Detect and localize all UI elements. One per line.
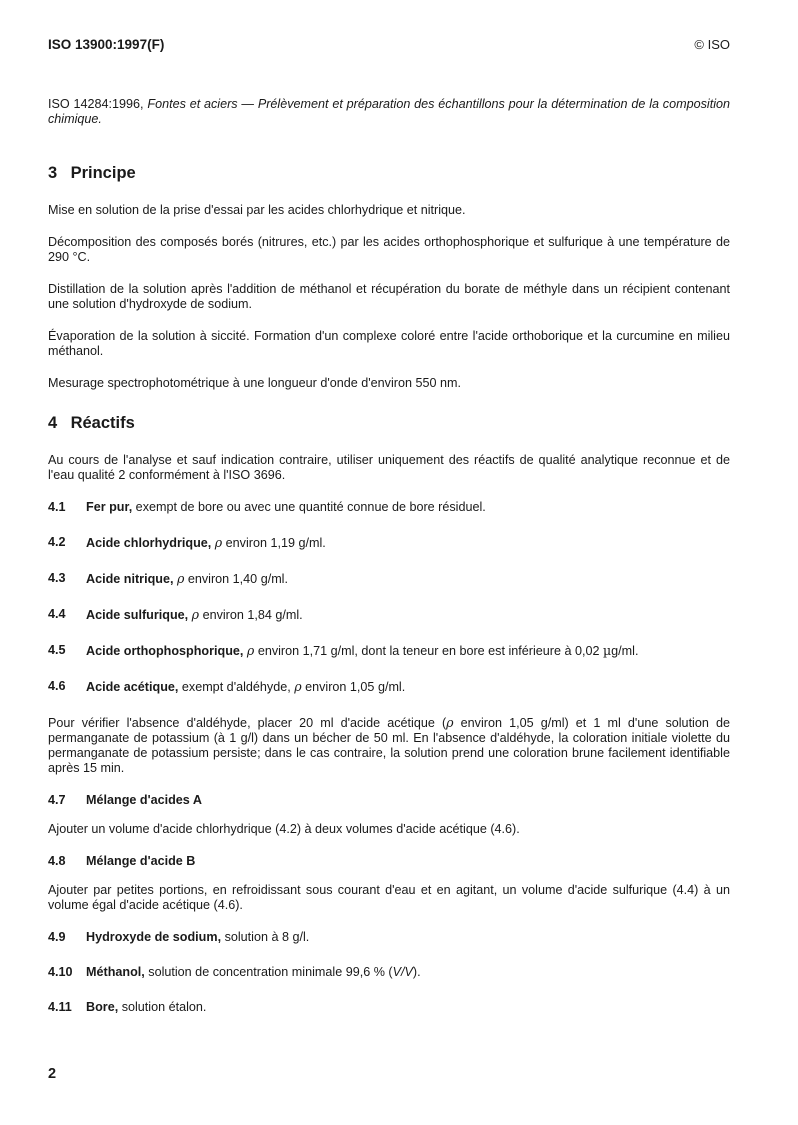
note-text: environ 1,05 g/ml) et 1 ml d'une solution de permanganate de potassium (à 1 g/l) dans un bécher de 50 ml. En l'absence d'aldéhyde, la coloration initiale violette du permanganate de potassium persiste; dans le cas contraire, la solution prend une coloration brune facilement identifiable après 15 min.: [48, 716, 730, 775]
section-4-heading: [48, 413, 730, 433]
rho-symbol: ρ: [176, 571, 185, 586]
reagent-desc-end: ).: [412, 965, 421, 979]
reagents-intro: Au cours de l'analyse et sauf indication contraire, utiliser uniquement des réactifs de qualité analytique reconnue et de l'eau qualité 2 conformément à l'ISO 3696.: [48, 453, 730, 482]
reagent-4-6: [48, 679, 730, 695]
clause-text: [86, 500, 730, 515]
page-number: 2: [48, 1066, 57, 1082]
clause-number: 4.10: [48, 965, 73, 979]
reagent-desc: exempt de bore ou avec une quantité connue de bore résiduel.: [132, 500, 486, 514]
clause-number: 4.5: [48, 643, 66, 657]
principle-paragraph: Décomposition des composés borés (nitrures, etc.) par les acides orthophosphorique et sulfurique à une température de 290 °C.: [48, 235, 730, 264]
reagent-4-3: [48, 571, 730, 587]
rho-symbol: ρ: [246, 643, 255, 658]
clause-number: 4.6: [48, 679, 66, 693]
reagent-name: Acide orthophosphorique,: [86, 644, 244, 658]
reagent-name: Acide sulfurique,: [86, 608, 189, 622]
reagent-desc: environ 1,05 g/ml.: [301, 680, 406, 694]
reagent-name: Acide nitrique,: [86, 572, 174, 586]
reagent-name: Hydroxyde de sodium,: [86, 930, 222, 944]
clause-text: [86, 571, 730, 587]
reagent-desc: environ 1,40 g/ml.: [184, 572, 288, 586]
reagent-name: Acide acétique,: [86, 680, 179, 694]
reference-title: Fontes et aciers — Prélèvement et préparation des échantillons pour la détermination de la composition chimique.: [48, 97, 731, 126]
rho-symbol: ρ: [446, 715, 454, 730]
reagent-4-11: [48, 1000, 730, 1015]
clause-text: [86, 679, 730, 695]
reagent-4-1: [48, 500, 730, 515]
rho-symbol: ρ: [214, 535, 223, 550]
clause-number: 4.9: [48, 930, 66, 944]
reagent-name: Mélange d'acide B: [86, 854, 196, 868]
clause-text: [86, 1000, 730, 1015]
reagent-desc: solution de concentration minimale 99,6 % (: [144, 965, 393, 979]
section-3-heading: [48, 163, 730, 183]
aldehyde-test-paragraph: [48, 715, 730, 776]
reagent-desc: solution à 8 g/l.: [221, 930, 310, 944]
rho-symbol: ρ: [191, 607, 200, 622]
normative-reference: [48, 97, 730, 127]
clause-number: 4.7: [48, 793, 66, 807]
section-4-title: Réactifs: [70, 414, 135, 432]
reagent-desc: exempt d'aldéhyde,: [178, 680, 295, 694]
clause-text: [86, 607, 730, 623]
clause-number: 4.3: [48, 571, 66, 585]
clause-number: 4.4: [48, 607, 66, 621]
principle-paragraph: Mise en solution de la prise d'essai par les acides chlorhydrique et nitrique.: [48, 203, 466, 217]
clause-number: 4.1: [48, 500, 66, 514]
micro-symbol: µ: [602, 643, 612, 658]
clause-text: [86, 965, 730, 980]
clause-number: 4.2: [48, 535, 66, 549]
copyright-header: © ISO: [694, 37, 730, 52]
volume-ratio: V/V: [392, 965, 413, 979]
page-content: [48, 97, 730, 1035]
reagent-name: Mélange d'acides A: [86, 793, 202, 807]
principle-paragraph: Évaporation de la solution à siccité. Formation d'un complexe coloré entre l'acide orthoborique et la curcumine en milieu méthanol.: [48, 329, 730, 358]
reagent-4-4: [48, 607, 730, 623]
mixture-a-text: Ajouter un volume d'acide chlorhydrique (4.2) à deux volumes d'acide acétique (4.6).: [48, 822, 520, 836]
clause-text: [86, 930, 730, 945]
reference-code: ISO 14284:1996,: [48, 97, 144, 111]
reagent-4-9: [48, 930, 730, 945]
reagent-desc: environ 1,84 g/ml.: [199, 608, 303, 622]
section-3-title: Principe: [70, 164, 136, 182]
reagent-name: Acide chlorhydrique,: [86, 536, 212, 550]
section-3-number: 3: [48, 164, 58, 182]
reagent-4-8: [48, 854, 730, 869]
reagent-desc: environ 1,71 g/ml, dont la teneur en bore est inférieure à 0,02: [254, 644, 603, 658]
principle-paragraph: Mesurage spectrophotométrique à une longueur d'onde d'environ 550 nm.: [48, 376, 461, 390]
reagent-name: Bore,: [86, 1000, 119, 1014]
principle-paragraph: Distillation de la solution après l'addition de méthanol et récupération du borate de méthyle dans un récipient contenant une solution d'hydroxyde de sodium.: [48, 282, 730, 311]
rho-symbol: ρ: [294, 679, 302, 694]
reagent-desc: solution étalon.: [118, 1000, 207, 1014]
reagent-desc: environ 1,19 g/ml.: [222, 536, 326, 550]
standard-header: ISO 13900:1997(F): [48, 37, 165, 52]
section-4-number: 4: [48, 414, 58, 432]
clause-number: 4.11: [48, 1000, 72, 1014]
reagent-name: Méthanol,: [86, 965, 145, 979]
reagent-name: Fer pur,: [86, 500, 133, 514]
reagent-4-2: [48, 535, 730, 551]
clause-text: [86, 643, 730, 659]
mixture-b-text: Ajouter par petites portions, en refroidissant sous courant d'eau et en agitant, un volume d'acide sulfurique (4.4) à un volume égal d'acide acétique (4.6).: [48, 883, 730, 912]
clause-number: 4.8: [48, 854, 66, 868]
clause-text: [86, 535, 730, 551]
note-text: Pour vérifier l'absence d'aldéhyde, placer 20 ml d'acide acétique (: [48, 716, 447, 730]
reagent-4-7: [48, 793, 730, 808]
unit-text: g/ml.: [611, 644, 639, 658]
reagent-4-10: [48, 965, 730, 980]
reagent-4-5: [48, 643, 730, 659]
